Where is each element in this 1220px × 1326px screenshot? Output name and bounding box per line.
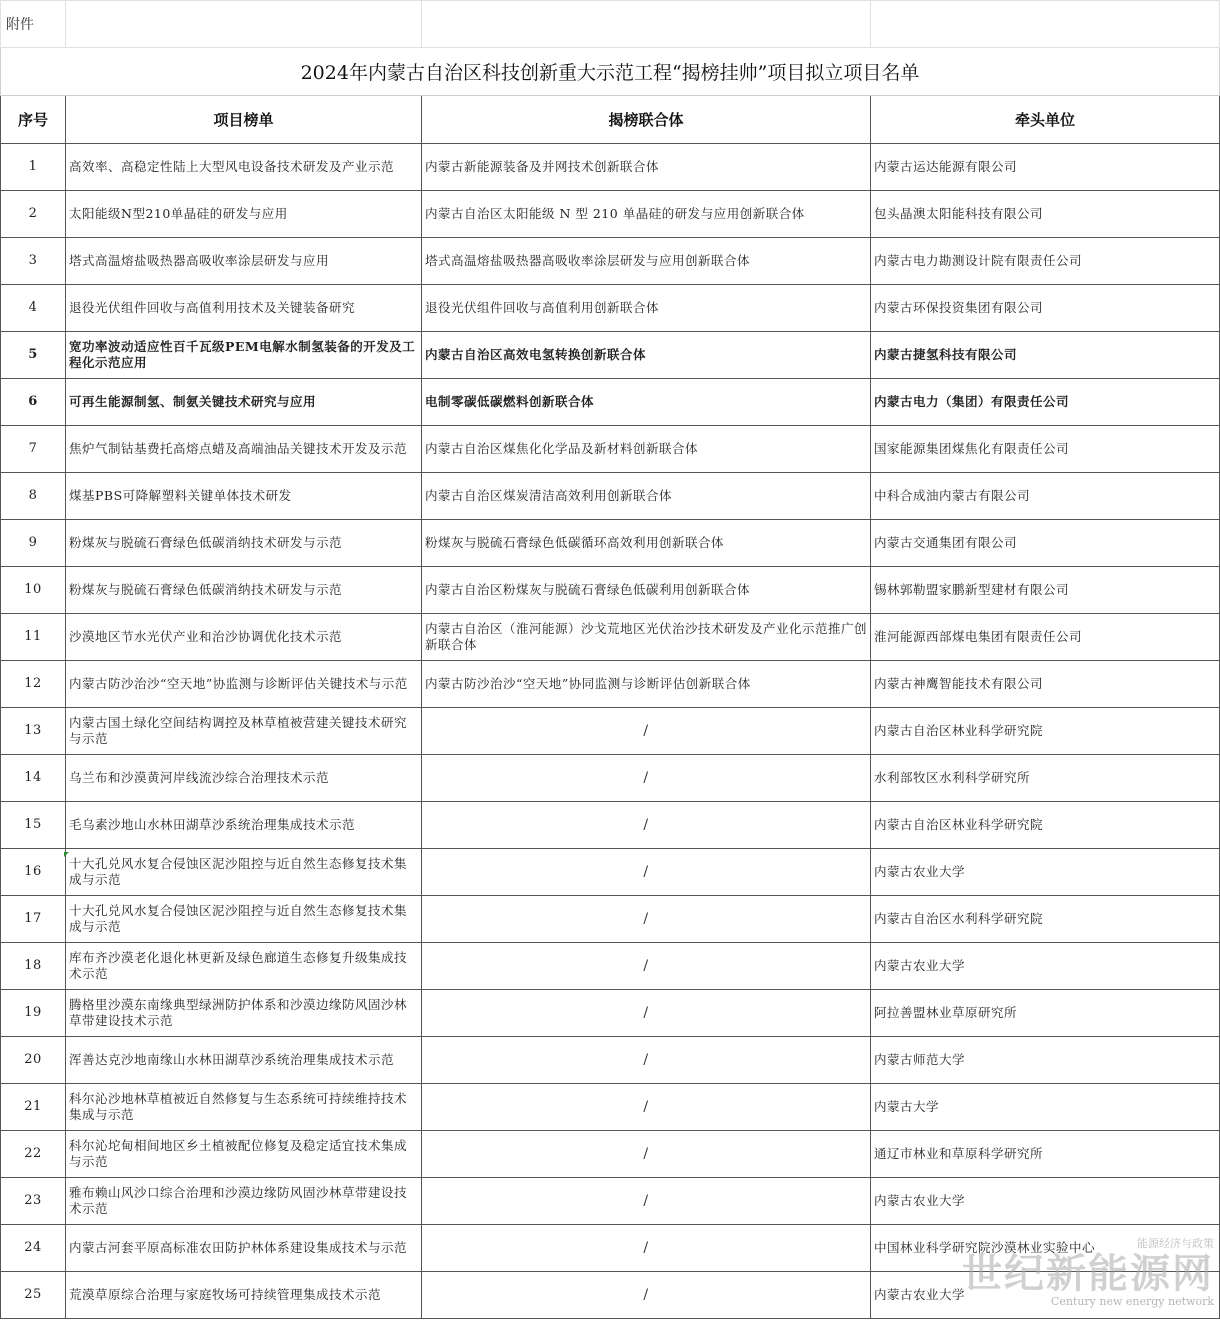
project-name-cell: 浑善达克沙地南缘山水林田湖草沙系统治理集成技术示范 (66, 1037, 422, 1084)
row-number: 1 (1, 144, 66, 191)
project-name-cell: 粉煤灰与脱硫石膏绿色低碳消纳技术研发与示范 (66, 520, 422, 567)
alliance-cell: 内蒙古自治区太阳能级 N 型 210 单晶硅的研发与应用创新联合体 (422, 191, 871, 238)
cell-comment-marker (64, 852, 69, 857)
header-row (1, 96, 1220, 144)
header-project: 项目榜单 (66, 96, 422, 144)
alliance-cell: / (422, 849, 871, 896)
project-name-cell: 毛乌素沙地山水林田湖草沙系统治理集成技术示范 (66, 802, 422, 849)
lead-unit-cell: 内蒙古捷氢科技有限公司 (871, 332, 1220, 379)
lead-unit-cell: 阿拉善盟林业草原研究所 (871, 990, 1220, 1037)
table-row (1, 332, 1220, 379)
lead-unit-cell: 内蒙古自治区林业科学研究院 (871, 708, 1220, 755)
table-row (1, 426, 1220, 473)
alliance-cell: 退役光伏组件回收与高值利用创新联合体 (422, 285, 871, 332)
lead-unit-cell: 中科合成油内蒙古有限公司 (871, 473, 1220, 520)
alliance-cell: 内蒙古自治区（淮河能源）沙戈荒地区光伏治沙技术研发及产业化示范推广创新联合体 (422, 614, 871, 661)
project-name-cell: 退役光伏组件回收与高值利用技术及关键装备研究 (66, 285, 422, 332)
table-row (1, 849, 1220, 896)
lead-unit-cell: 包头晶澳太阳能科技有限公司 (871, 191, 1220, 238)
lead-unit-cell: 水利部牧区水利科学研究所 (871, 755, 1220, 802)
alliance-cell: 粉煤灰与脱硫石膏绿色低碳循环高效利用创新联合体 (422, 520, 871, 567)
row-number: 18 (1, 943, 66, 990)
alliance-cell: 内蒙古防沙治沙“空天地”协同监测与诊断评估创新联合体 (422, 661, 871, 708)
project-name-cell: 沙漠地区节水光伏产业和治沙协调优化技术示范 (66, 614, 422, 661)
header-alliance: 揭榜联合体 (422, 96, 871, 144)
project-name-cell: 科尔沁沙地林草植被近自然修复与生态系统可持续维持技术集成与示范 (66, 1084, 422, 1131)
table-row (1, 191, 1220, 238)
row-number: 10 (1, 567, 66, 614)
lead-unit-cell: 内蒙古神鹰智能技术有限公司 (871, 661, 1220, 708)
lead-unit-cell: 淮河能源西部煤电集团有限责任公司 (871, 614, 1220, 661)
lead-unit-cell: 内蒙古运达能源有限公司 (871, 144, 1220, 191)
lead-unit-cell: 内蒙古大学 (871, 1084, 1220, 1131)
table-row (1, 1037, 1220, 1084)
project-name-cell: 科尔沁坨甸相间地区乡土植被配位修复及稳定适宜技术集成与示范 (66, 1131, 422, 1178)
project-name-cell: 粉煤灰与脱硫石膏绿色低碳消纳技术研发与示范 (66, 567, 422, 614)
row-number: 17 (1, 896, 66, 943)
watermark-top-text: 能源经济与政策 (1137, 1237, 1214, 1250)
table-row (1, 1272, 1220, 1319)
header-no: 序号 (1, 96, 66, 144)
alliance-cell: / (422, 755, 871, 802)
lead-unit-cell: 内蒙古自治区水利科学研究院 (871, 896, 1220, 943)
project-name-cell: 内蒙古国土绿化空间结构调控及林草植被营建关键技术研究与示范 (66, 708, 422, 755)
alliance-cell: / (422, 708, 871, 755)
project-name-cell: 塔式高温熔盐吸热器高吸收率涂层研发与应用 (66, 238, 422, 285)
project-name-cell: 内蒙古防沙治沙“空天地”协监测与诊断评估关键技术与示范 (66, 661, 422, 708)
table-row (1, 990, 1220, 1037)
project-name-cell: 荒漠草原综合治理与家庭牧场可持续管理集成技术示范 (66, 1272, 422, 1319)
row-number: 9 (1, 520, 66, 567)
lead-unit-cell: 中国林业科学研究院沙漠林业实验中心 (871, 1225, 1220, 1272)
project-name-cell: 焦炉气制钴基费托高熔点蜡及高端油品关键技术开发及示范 (66, 426, 422, 473)
alliance-cell: / (422, 1178, 871, 1225)
project-name-cell: 十大孔兑风水复合侵蚀区泥沙阻控与近自然生态修复技术集成与示范 (66, 896, 422, 943)
row-number: 4 (1, 285, 66, 332)
row-number: 24 (1, 1225, 66, 1272)
row-number: 22 (1, 1131, 66, 1178)
table-row (1, 1131, 1220, 1178)
alliance-cell: / (422, 1272, 871, 1319)
project-name-cell: 十大孔兑风水复合侵蚀区泥沙阻控与近自然生态修复技术集成与示范 (66, 849, 422, 896)
row-number: 15 (1, 802, 66, 849)
table-row (1, 285, 1220, 332)
table-row (1, 567, 1220, 614)
alliance-cell: 内蒙古自治区粉煤灰与脱硫石膏绿色低碳利用创新联合体 (422, 567, 871, 614)
table-row (1, 802, 1220, 849)
project-name-cell: 内蒙古河套平原高标准农田防护林体系建设集成技术与示范 (66, 1225, 422, 1272)
row-number: 3 (1, 238, 66, 285)
alliance-cell: / (422, 1131, 871, 1178)
lead-unit-cell: 通辽市林业和草原科学研究所 (871, 1131, 1220, 1178)
alliance-cell: 内蒙古自治区煤焦化化学品及新材料创新联合体 (422, 426, 871, 473)
lead-unit-cell: 内蒙古师范大学 (871, 1037, 1220, 1084)
alliance-cell: 电制零碳低碳燃料创新联合体 (422, 379, 871, 426)
project-name-cell: 宽功率波动适应性百千瓦级PEM电解水制氢装备的开发及工程化示范应用 (66, 332, 422, 379)
table-row (1, 614, 1220, 661)
lead-unit-cell: 内蒙古自治区林业科学研究院 (871, 802, 1220, 849)
row-number: 6 (1, 379, 66, 426)
alliance-cell: 内蒙古新能源装备及并网技术创新联合体 (422, 144, 871, 191)
row-number: 16 (1, 849, 66, 896)
alliance-cell: / (422, 1084, 871, 1131)
alliance-cell: / (422, 1037, 871, 1084)
alliance-cell: 内蒙古自治区煤炭清洁高效利用创新联合体 (422, 473, 871, 520)
lead-unit-cell: 内蒙古农业大学 (871, 849, 1220, 896)
table-row (1, 1084, 1220, 1131)
table-row (1, 661, 1220, 708)
row-number: 12 (1, 661, 66, 708)
watermark-logo-text: 世纪新能源网 (962, 1250, 1214, 1297)
row-number: 14 (1, 755, 66, 802)
project-name-cell: 库布齐沙漠老化退化林更新及绿色廊道生态修复升级集成技术示范 (66, 943, 422, 990)
lead-unit-cell: 内蒙古农业大学 (871, 943, 1220, 990)
watermark-english-text: Century new energy network (1050, 1295, 1214, 1308)
lead-unit-cell: 内蒙古电力勘测设计院有限责任公司 (871, 238, 1220, 285)
row-number: 2 (1, 191, 66, 238)
project-name-cell: 高效率、高稳定性陆上大型风电设备技术研发及产业示范 (66, 144, 422, 191)
alliance-cell: 塔式高温熔盐吸热器高吸收率涂层研发与应用创新联合体 (422, 238, 871, 285)
table-row (1, 708, 1220, 755)
row-number: 25 (1, 1272, 66, 1319)
row-number: 23 (1, 1178, 66, 1225)
table-row (1, 943, 1220, 990)
lead-unit-cell: 国家能源集团煤焦化有限责任公司 (871, 426, 1220, 473)
alliance-cell: / (422, 802, 871, 849)
alliance-cell: / (422, 943, 871, 990)
row-number: 11 (1, 614, 66, 661)
row-number: 20 (1, 1037, 66, 1084)
page-title: 2024年内蒙古自治区科技创新重大示范工程“揭榜挂帅”项目拟立项目名单 (1, 48, 1220, 96)
alliance-cell: / (422, 896, 871, 943)
header-lead: 牵头单位 (871, 96, 1220, 144)
table-row (1, 144, 1220, 191)
lead-unit-cell: 内蒙古农业大学 (871, 1272, 1220, 1319)
row-number: 8 (1, 473, 66, 520)
table-row (1, 896, 1220, 943)
table-row (1, 473, 1220, 520)
table-row (1, 379, 1220, 426)
lead-unit-cell: 内蒙古农业大学 (871, 1178, 1220, 1225)
table-row (1, 1225, 1220, 1272)
lead-unit-cell: 内蒙古交通集团有限公司 (871, 520, 1220, 567)
project-name-cell: 腾格里沙漠东南缘典型绿洲防护体系和沙漠边缘防风固沙林草带建设技术示范 (66, 990, 422, 1037)
lead-unit-cell: 锡林郭勒盟家鹏新型建材有限公司 (871, 567, 1220, 614)
table-row (1, 1178, 1220, 1225)
project-name-cell: 太阳能级N型210单晶硅的研发与应用 (66, 191, 422, 238)
alliance-cell: / (422, 1225, 871, 1272)
table-row (1, 755, 1220, 802)
project-name-cell: 雅布赖山风沙口综合治理和沙漠边缘防风固沙林草带建设技术示范 (66, 1178, 422, 1225)
table-row (1, 520, 1220, 567)
lead-unit-cell: 内蒙古环保投资集团有限公司 (871, 285, 1220, 332)
row-number: 5 (1, 332, 66, 379)
row-number: 7 (1, 426, 66, 473)
alliance-cell: 内蒙古自治区高效电氢转换创新联合体 (422, 332, 871, 379)
lead-unit-cell: 内蒙古电力（集团）有限责任公司 (871, 379, 1220, 426)
row-number: 13 (1, 708, 66, 755)
attachment-label: 附件 (1, 1, 66, 48)
row-number: 21 (1, 1084, 66, 1131)
alliance-cell: / (422, 990, 871, 1037)
table-row (1, 238, 1220, 285)
project-name-cell: 乌兰布和沙漠黄河岸线流沙综合治理技术示范 (66, 755, 422, 802)
row-number: 19 (1, 990, 66, 1037)
attachment-row (1, 1, 1220, 48)
project-name-cell: 可再生能源制氢、制氨关键技术研究与应用 (66, 379, 422, 426)
project-name-cell: 煤基PBS可降解塑料关键单体技术研发 (66, 473, 422, 520)
title-row (1, 48, 1220, 96)
